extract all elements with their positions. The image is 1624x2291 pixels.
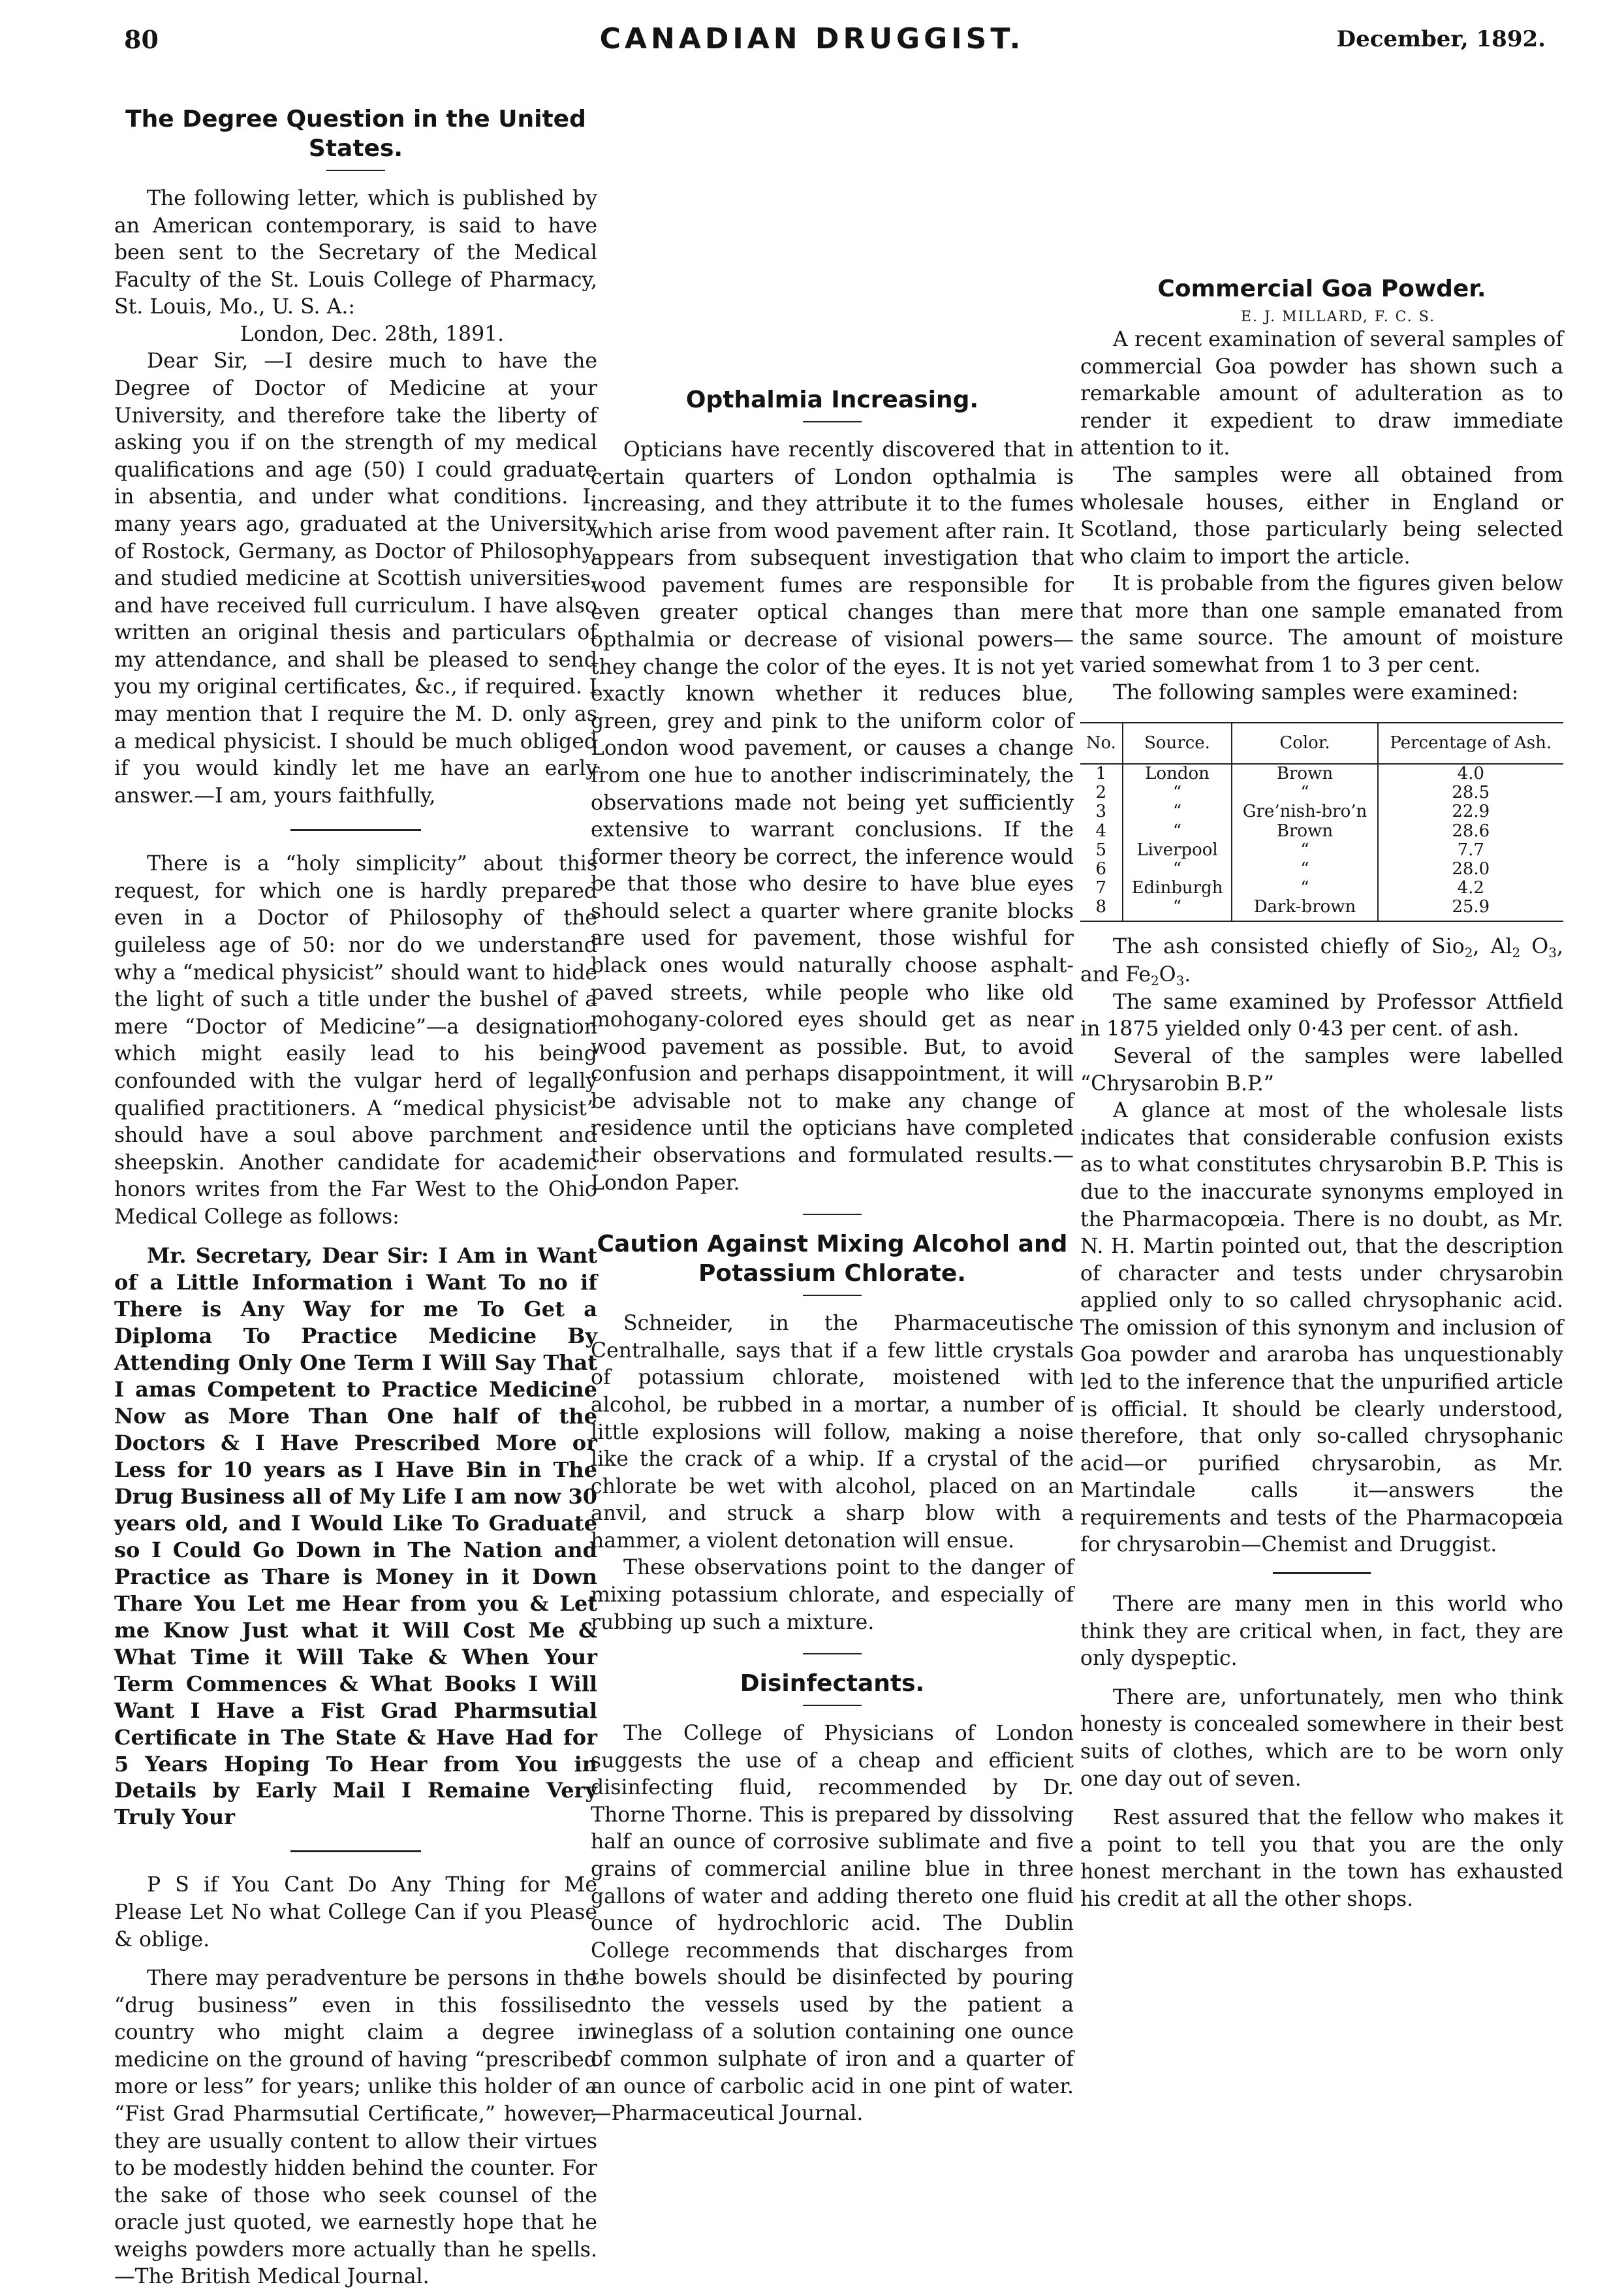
caution-body-2: These observations point to the danger of mixing potassium chlorate, and especially of rubbing up such a mixture.: [591, 1556, 1074, 1634]
table-row: [1080, 783, 1563, 802]
degree-intro: The following letter, which is published by an American contemporary, is said to have been sent to the Secretary of the Medical Faculty of the St. Louis College of Pharmacy, St. Louis, Mo., U. S. A.:: [114, 187, 597, 319]
goa-p7: Several of the samples were labelled “Chrysarobin B.P.”: [1080, 1045, 1563, 1096]
table-row: [1080, 879, 1563, 898]
table-cell: “: [1232, 879, 1377, 898]
goa-p3: It is probable from the figures given below that more than one sample emanated from the same source. The amount of moisture varied somewhat from 1 to 3 per cent.: [1080, 572, 1563, 677]
table-cell: “: [1123, 860, 1232, 879]
divider: [803, 1705, 862, 1706]
table-cell: 28.6: [1378, 822, 1563, 841]
column-3: [1080, 98, 1563, 2162]
table-row: [1080, 898, 1563, 921]
table-cell: 6: [1095, 859, 1107, 879]
table-cell: “: [1123, 898, 1232, 921]
table-cell: “: [1232, 841, 1377, 860]
table-cell: “: [1232, 860, 1377, 879]
divider: [803, 1653, 862, 1654]
disinfectants-body: The College of Physicians of London suggests the use of a cheap and efficient disinfecting fluid, recommended by Dr. Thorne Thorne. This is prepared by dissolving half an ounce of corrosive sublimate and five grains of commercial aniline blue in three gallons of water and adding thereto one fluid ounce of hydrochloric acid. The Dublin College recommends that discharges from the bowels should be disinfected by pouring into the vessels used by the patient a wineglass of a solution containing one ounce of common sulphate of iron and a quarter of an ounce of carbolic acid in one pint of water.—Pharmaceutical Journal.: [591, 1722, 1074, 2126]
table-cell: 4.0: [1378, 764, 1563, 783]
page-header: [0, 0, 1624, 78]
goa-ash-composition: The ash consisted chiefly of Sio$_2$, $Al_2$ $O_3$, and $Fe_2O_3$.: [1080, 935, 1563, 988]
goa-byline: E. J. MILLARD, F. C. S.: [1240, 309, 1435, 325]
degree-dateline: London, Dec. 28th, 1891.: [240, 322, 505, 346]
table-cell: 5: [1095, 840, 1107, 860]
table-cell: 3: [1095, 802, 1107, 822]
table-cell: Brown: [1232, 764, 1377, 783]
issue-date: December, 1892.: [1336, 26, 1546, 52]
table-cell: 4: [1095, 821, 1107, 841]
table-row: [1080, 841, 1563, 860]
table-cell: Edinburgh: [1123, 879, 1232, 898]
divider: [290, 1850, 421, 1852]
table-cell: Gre’nish-bro’n: [1232, 802, 1377, 821]
table-row: [1080, 822, 1563, 841]
table-cell: 1: [1095, 764, 1107, 784]
filler-1: There are many men in this world who think they are critical when, in fact, they are only dyspeptic.: [1080, 1592, 1563, 1671]
table-header-row: [1080, 723, 1563, 764]
table-cell: “: [1232, 783, 1377, 802]
degree-comment: There is a “holy simplicity” about this request, for which one is hardly prepared even in a Doctor of Philosophy of the guileless age of 50: nor do we understand why a “medical physicist” should want to hide the light of such a title under the bushel of a mere “Doctor of Medicine”—a designation which might easily lead to his being confounded with the vulgar herd of legally qualified practitioners. A “medical physicist” should have a soul above parchment and sheepskin. Another candidate for academic honors writes from the Far West to the Ohio Medical College as follows:: [114, 852, 597, 1229]
table-cell: Dark-brown: [1232, 898, 1377, 921]
article-title-goa: Commercial Goa Powder.: [1157, 276, 1486, 302]
table-cell: “: [1123, 783, 1232, 802]
divider: [803, 1295, 862, 1296]
column-header: Color.: [1232, 723, 1377, 764]
table-cell: 4.2: [1378, 879, 1563, 898]
table-row: [1080, 764, 1563, 783]
caution-body: Schneider, in the Pharmaceutische Centralhalle, says that if a few little crystals of potassium chlorate, moistened with alcohol, be rubbed in a mortar, a number of little explosions will follow, making a noise like the crack of a whip. If a crystal of the chlorate be wet with alcohol, placed on an anvil, and struck a sharp blow with a hammer, a violent detonation will ensue.: [591, 1312, 1074, 1553]
divider: [803, 421, 862, 422]
divider: [326, 170, 385, 171]
goa-p1: A recent examination of several samples of commercial Goa powder has shown such a remarkable amount of adulteration as to render it expedient to draw immediate attention to it.: [1080, 328, 1563, 460]
table-cell: 25.9: [1378, 898, 1563, 921]
degree-closing: There may peradventure be persons in the “drug business” even in this fossilised country who might claim a degree in medicine on the ground of having “prescribed more or less” for years; unlike this holder of a “Fist Grad Pharmsutial Certificate,” however, they are usually content to allow their virtues to be modestly hidden behind the counter. For the sake of those who seek counsel of the oracle just quoted, we earnestly hope that he weighs powders more actually than he spells.—The British Medical Journal.: [114, 1967, 597, 2289]
column-header: No.: [1080, 723, 1123, 764]
degree-ps: P S if You Cant Do Any Thing for Me Please Let No what College Can if you Please & oblige.: [114, 1873, 597, 1951]
column-header: Source.: [1123, 723, 1232, 764]
ash-table: [1080, 722, 1563, 922]
table-cell: 28.5: [1378, 783, 1563, 802]
goa-p8: A glance at most of the wholesale lists indicates that considerable confusion exists as to what constitutes chrysarobin B.P. This is due to the inaccurate synonyms employed in the Pharmacopœia. There is no doubt, as Mr. N. H. Martin pointed out, that the description of character and tests under chrysarobin applied only to so called chrysophanic acid. The omission of this synonym and inclusion of Goa powder and araroba has unquestionably led to the inference that the unpurified article is official. It should be clearly understood, therefore, that only so-called chrysophanic acid—or purified chrysarobin, as Mr. Martindale calls it—answers the requirements and tests of the Pharmacopœia for chrysarobin—Chemist and Druggist.: [1080, 1099, 1563, 1557]
table-row: [1080, 860, 1563, 879]
article-title-disinfectants: Disinfectants.: [740, 1670, 925, 1698]
goa-p6: The same examined by Professor Attfield in 1875 yielded only 0·43 per cent. of ash.: [1080, 990, 1563, 1041]
table-cell: 7: [1095, 877, 1107, 898]
table-cell: 22.9: [1378, 802, 1563, 821]
divider: [290, 829, 421, 831]
table-row: [1080, 802, 1563, 821]
filler-2: There are, unfortunately, men who think honesty is concealed somewhere in their best suits of clothes, which are to be worn only one day out of seven.: [1080, 1685, 1563, 1791]
column-1: [114, 98, 597, 2289]
column-header: Percentage of Ash.: [1378, 723, 1563, 764]
table-cell: 28.0: [1378, 860, 1563, 879]
article-title-ophthalmia: Opthalmia Increasing.: [685, 387, 979, 413]
divider: [803, 1214, 862, 1215]
goa-p4: The following samples were examined:: [1113, 680, 1519, 704]
table-cell: London: [1123, 764, 1232, 783]
table-cell: “: [1123, 822, 1232, 841]
divider: [1273, 1572, 1371, 1574]
column-2: [591, 98, 1074, 2162]
page-number: 80: [124, 25, 159, 54]
table-cell: “: [1123, 802, 1232, 821]
filler-3: Rest assured that the fellow who makes it a point to tell you that you are the only honest merchant in the town has exhausted his credit at all the other shops.: [1080, 1806, 1563, 1911]
goa-p2: The samples were all obtained from wholesale houses, either in England or Scotland, those particularly being selected who claim to import the article.: [1080, 463, 1563, 569]
table-cell: 8: [1080, 898, 1123, 921]
ohio-letter: Mr. Secretary, Dear Sir: I Am in Want of a Little Information i Want To no if There is Any Way for me To Get a Diploma To Practice Medicine By Attending Only One Term I Will Say That I amas Competent to Practice Medicine Now as More Than One half of the Doctors & I Have Prescribed More or Less for 10 years as I Have Bin in The Drug Business all of My Life I am now 30 years old, and I Would Like To Graduate so I Could Go Down in The Nation and Practice as Thare is Money in it Down Thare You Let me Hear from you & Let me Know Just what it Will Cost Me & What Time it Will Take & When Your Term Commences & What Books I Will Want I Have a Fist Grad Pharmsutial Certificate in The State & Have Had for 5 Years Hoping To Hear from You in Details by Early Mail I Remaine Very Truly Your: [114, 1243, 597, 1830]
table-cell: Brown: [1232, 822, 1377, 841]
table-cell: 2: [1095, 783, 1107, 803]
degree-letter: Dear Sir, —I desire much to have the Degree of Doctor of Medicine at your University, and therefore take the liberty of asking you if on the strength of my medical qualifications and age (50) I could graduate in absentia, and under what conditions. I, many years ago, graduated at the University of Rostock, Germany, as Doctor of Philosophy, and studied medicine at Scottish universities, and have received full curriculum. I have also written an original thesis and particulars of my attendance, and shall be pleased to send you my original certificates, &c., if required. I may mention that I require the M. D. only as a medical physicist. I should be much obliged if you would kindly let me have an early answer.—I am, yours faithfully,: [114, 349, 597, 808]
article-title-caution: Caution Against Mixing Alcohol and Potassium Chlorate.: [597, 1231, 1068, 1288]
table-cell: Liverpool: [1123, 841, 1232, 860]
table-cell: 7.7: [1378, 841, 1563, 860]
journal-title: CANADIAN DRUGGIST.: [599, 22, 1025, 55]
article-title-degree: The Degree Question in the United States.: [125, 106, 586, 162]
ophthalmia-body: Opticians have recently discovered that in certain quarters of London opthalmia is increasing, and they attribute it to the fumes which arise from wood pavement after rain. It appears from subsequent investigation that wood pavement fumes are responsible for even greater optical changes than mere opthalmia or decrease of visional powers—they change the color of the eyes. It is not yet exactly known whether it reduces blue, green, grey and pink to the uniform color of London wood pavement, or causes a change from one hue to another indiscriminately, the observations made not being yet sufficiently extensive to warrant conclusions. If the former theory be correct, the inference would be that those who desire to have blue eyes should select a quarter where granite blocks are used for pavement, those wishful for black ones would naturally choose asphalt-paved streets, while people who like old mohogany-colored eyes should get as near wood pavement as possible. But, to avoid confusion and perhaps disappointment, it will be advisable not to make any change of residence until the opticians have completed their observations and formulated results.—London Paper.: [591, 438, 1074, 1195]
